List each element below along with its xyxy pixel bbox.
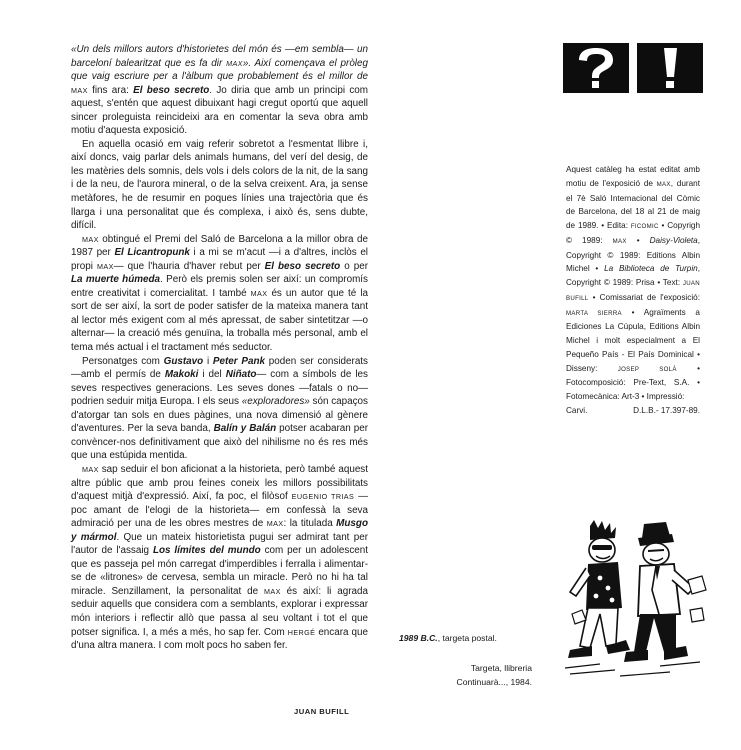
article-paragraph-run: obtingué el Premi del Saló de Barcelona a la millor obra de 1987 per: [71, 233, 368, 259]
colophon-run: MAX: [612, 237, 627, 245]
article-paragraph-run: Niñato: [225, 369, 257, 381]
exclamation-mark-icon: [637, 43, 703, 93]
article-paragraph-run: com per un adolescent que es passeja pel món carregat d'imperdibles i ferralla i alimentar-se de «litrones» de cervesa, sembla un miracle. Però no hi ha tal miracle. Senzillament, la personalitat de: [71, 545, 369, 597]
article-paragraph-run: poden ser considerats —amb el permís de: [71, 355, 368, 381]
article-paragraph-run: El Licantropunk: [114, 247, 190, 259]
colophon-run: Daisy-Violeta: [649, 235, 698, 245]
article-paragraph-run: : la titulada: [283, 518, 337, 530]
article-paragraph-run: Peter Pank: [212, 355, 265, 367]
article-paragraph-run: «Un dels millors autors d'historietes del món és —em sembla— un barceloní balearitzat que es fa dir: [71, 44, 368, 69]
article-paragraph: [71, 138, 368, 233]
article-paragraph-run: —poc amant de l'elogi de la historieta— em confessà la seva admiració per una de les obres mestres de: [71, 491, 368, 530]
colophon-run: • Agraïments a Ediciones La Cúpula, Editions Albin Michel i molt especialment a El Pequeño País - El País Dominical • Disseny:: [566, 307, 700, 373]
caption-postcard-title: 1989 B.C.: [399, 633, 438, 643]
article-paragraph-run: Personatges com: [82, 355, 164, 367]
article-paragraph-run: Gustavo: [163, 355, 204, 367]
colophon-run: • Fotocomposició: Pre-Text, S.A. • Fotomecànica: Art-3 • Impressió:: [566, 363, 700, 401]
caption-bookstore-card: [420, 661, 532, 689]
article-paragraph-run: El beso secreto: [133, 84, 210, 96]
article-paragraph-run: és així: li agrada seduir aquells que considera com a semblants, explorar i expressar món interiors i reflectir allò que passa al seu voltant i tot el que potser significa. I, a més a més, ho sap fer. Com: [71, 585, 368, 638]
article-paragraph: [71, 463, 368, 653]
article-paragraph-run: «exploradores»: [241, 396, 310, 408]
article-paragraph-run: i: [203, 355, 213, 367]
caption-postcard: [399, 633, 549, 643]
legal-deposit: D.L.B.- 17.397-89.: [633, 405, 700, 415]
article-paragraph-run: EUGENIO TRIAS: [291, 492, 355, 502]
colophon-run: FICOMIC: [630, 223, 659, 230]
colophon-run: , durant el 7è Saló Internacional del Còmic de Barcelona, del 18 al 21 de maig de 1989. • Edita:: [566, 178, 700, 230]
question-mark-icon: [563, 43, 629, 93]
article-paragraph-run: . Però els premis solen ser així: un compromís entre creativitat i comercialitat. I també: [71, 274, 368, 299]
colophon-run: JUAN BUFILL: [566, 280, 700, 302]
caption-line-1: Targeta, llibreria: [470, 663, 532, 673]
article-paragraph-run: HERGÉ: [287, 627, 316, 637]
article-paragraph-run: encara que d'una altra manera. I com molt pocs ho saben fer.: [71, 626, 368, 652]
article-paragraph-run: MAX: [226, 58, 243, 68]
article-paragraph-run: — com a símbols de les seves respectives generacions. Les seves dones —fatals o no— podrien seduir mitja Europa. I els seus: [71, 369, 368, 408]
colophon-run: • Copyrigh © 1989:: [566, 221, 700, 245]
colophon-last-line: [566, 404, 700, 418]
article-paragraph-run: MAX: [82, 464, 99, 474]
article-paragraph-run: El beso secreto: [264, 260, 341, 272]
article-paragraph-run: ». Així començava el pròleg que vaig escriure per a l'àlbum que probablement és el millor de: [71, 57, 368, 83]
article-paragraph-run: . Que un mateix historietista pugui ser admirat tant per l'autor de l'assaig: [71, 531, 368, 557]
colophon-run: , Copyright © 1989: Editions Albin Michel •: [566, 235, 701, 274]
article-paragraph-run: Musgo y mármol: [71, 518, 368, 543]
colophon-run: JOSEP SOLÀ: [617, 365, 677, 373]
colophon-run: •: [626, 235, 650, 245]
article-paragraph-run: La muerte húmeda: [71, 274, 161, 286]
article-paragraph-run: i a mi se m'acut —i a d'altres, inclòs el propi: [71, 247, 369, 272]
article-paragraph-run: MAX: [250, 288, 268, 298]
article-paragraph-run: MAX: [71, 85, 88, 95]
article-text: [71, 43, 368, 653]
article-paragraph-run: MAX: [266, 519, 284, 529]
colophon-run: Aquest catàleg ha estat editat amb motiu de l'exposició de: [566, 165, 700, 188]
colophon-run: , Copyright © 1989: Prisa • Text:: [566, 264, 700, 287]
article-paragraph-run: o per: [340, 260, 369, 272]
colophon-run: MARTA SIERRA: [566, 309, 622, 317]
colophon-run: MAX: [656, 180, 671, 188]
article-paragraph-run: fins ara:: [87, 84, 134, 96]
colophon-run: La Biblioteca de Turpin: [604, 264, 698, 274]
article-paragraph-run: potser acabaran per convèncer-nos definitivament que això del nihilisme no és res més que una estúpida mentida.: [71, 423, 369, 462]
printer-name: Carvi.: [566, 405, 588, 415]
article-paragraph-run: MAX: [96, 261, 114, 271]
caption-line-2: Continuarà..., 1984.: [456, 677, 532, 687]
article-paragraph-run: MAX: [82, 234, 99, 244]
two-punk-characters-illustration: [560, 518, 710, 683]
logo: [563, 43, 703, 93]
colophon-run: • Comissariat de l'exposició:: [588, 292, 700, 302]
article-paragraph: [71, 355, 368, 463]
article-paragraph-run: és un autor que té la sort de ser així, la sort de poder satisfer de la mateixa manera tant al lector més exigent com al més apressat, de saber sintetitzar —o alternar— la creació més genuïna, la troballa més personal, amb el tema més actual i el tractament més seductor.: [71, 287, 368, 354]
article-paragraph-run: En aquella ocasió em vaig referir sobretot a l'esmentat llibre i, així doncs, vaig parlar dels animals humans, del verí del desig, de les matèries dels somnis, dels vols i dels colors de la nit, de la sang i de la neu, de l'aurora mineral, o de la selva creixent. Ara, ja sense metàfores, he de resumir en poques línies una trajectòria que és llarga i una personalitat que és complexa, i això és, sens dubte, difícil.: [71, 138, 368, 232]
article-paragraph-run: MAX: [264, 586, 281, 596]
article-paragraph-run: Makoki: [164, 369, 199, 381]
caption-postcard-rest: , targeta postal.: [437, 633, 497, 643]
article-paragraph-run: — que l'hauria d'haver rebut per: [113, 260, 265, 272]
article-paragraph-run: són capaços d'atorgar tan sols en dues pàgines, una nova dimensió al gènere d'aventures. Per la seva banda,: [71, 396, 368, 435]
article-paragraph-run: Los límites del mundo: [152, 545, 261, 557]
article-paragraph-run: Balín y Balán: [213, 423, 277, 435]
author-signature: JUAN BUFILL: [294, 707, 350, 716]
article-paragraph-run: sap seduir el bon aficionat a la historieta, però també aquest altre públic que amb prou feines coneix les millors possibilitats d'aquest mitjà d'expressió. Així, fa poc, el filòsof: [71, 463, 368, 503]
article-paragraph-run: . Jo diria que amb un principi com aquest, s'entén que aquest dibuixant hagi cregut oportú que aquell sincer proleguista reincideixi ara en comentar la seva obra amb motiu d'aquesta exposició.: [71, 84, 368, 137]
article-paragraph: [71, 233, 368, 355]
article-paragraph: [71, 43, 368, 138]
colophon: [566, 163, 700, 418]
article-paragraph-run: i del: [198, 369, 226, 381]
